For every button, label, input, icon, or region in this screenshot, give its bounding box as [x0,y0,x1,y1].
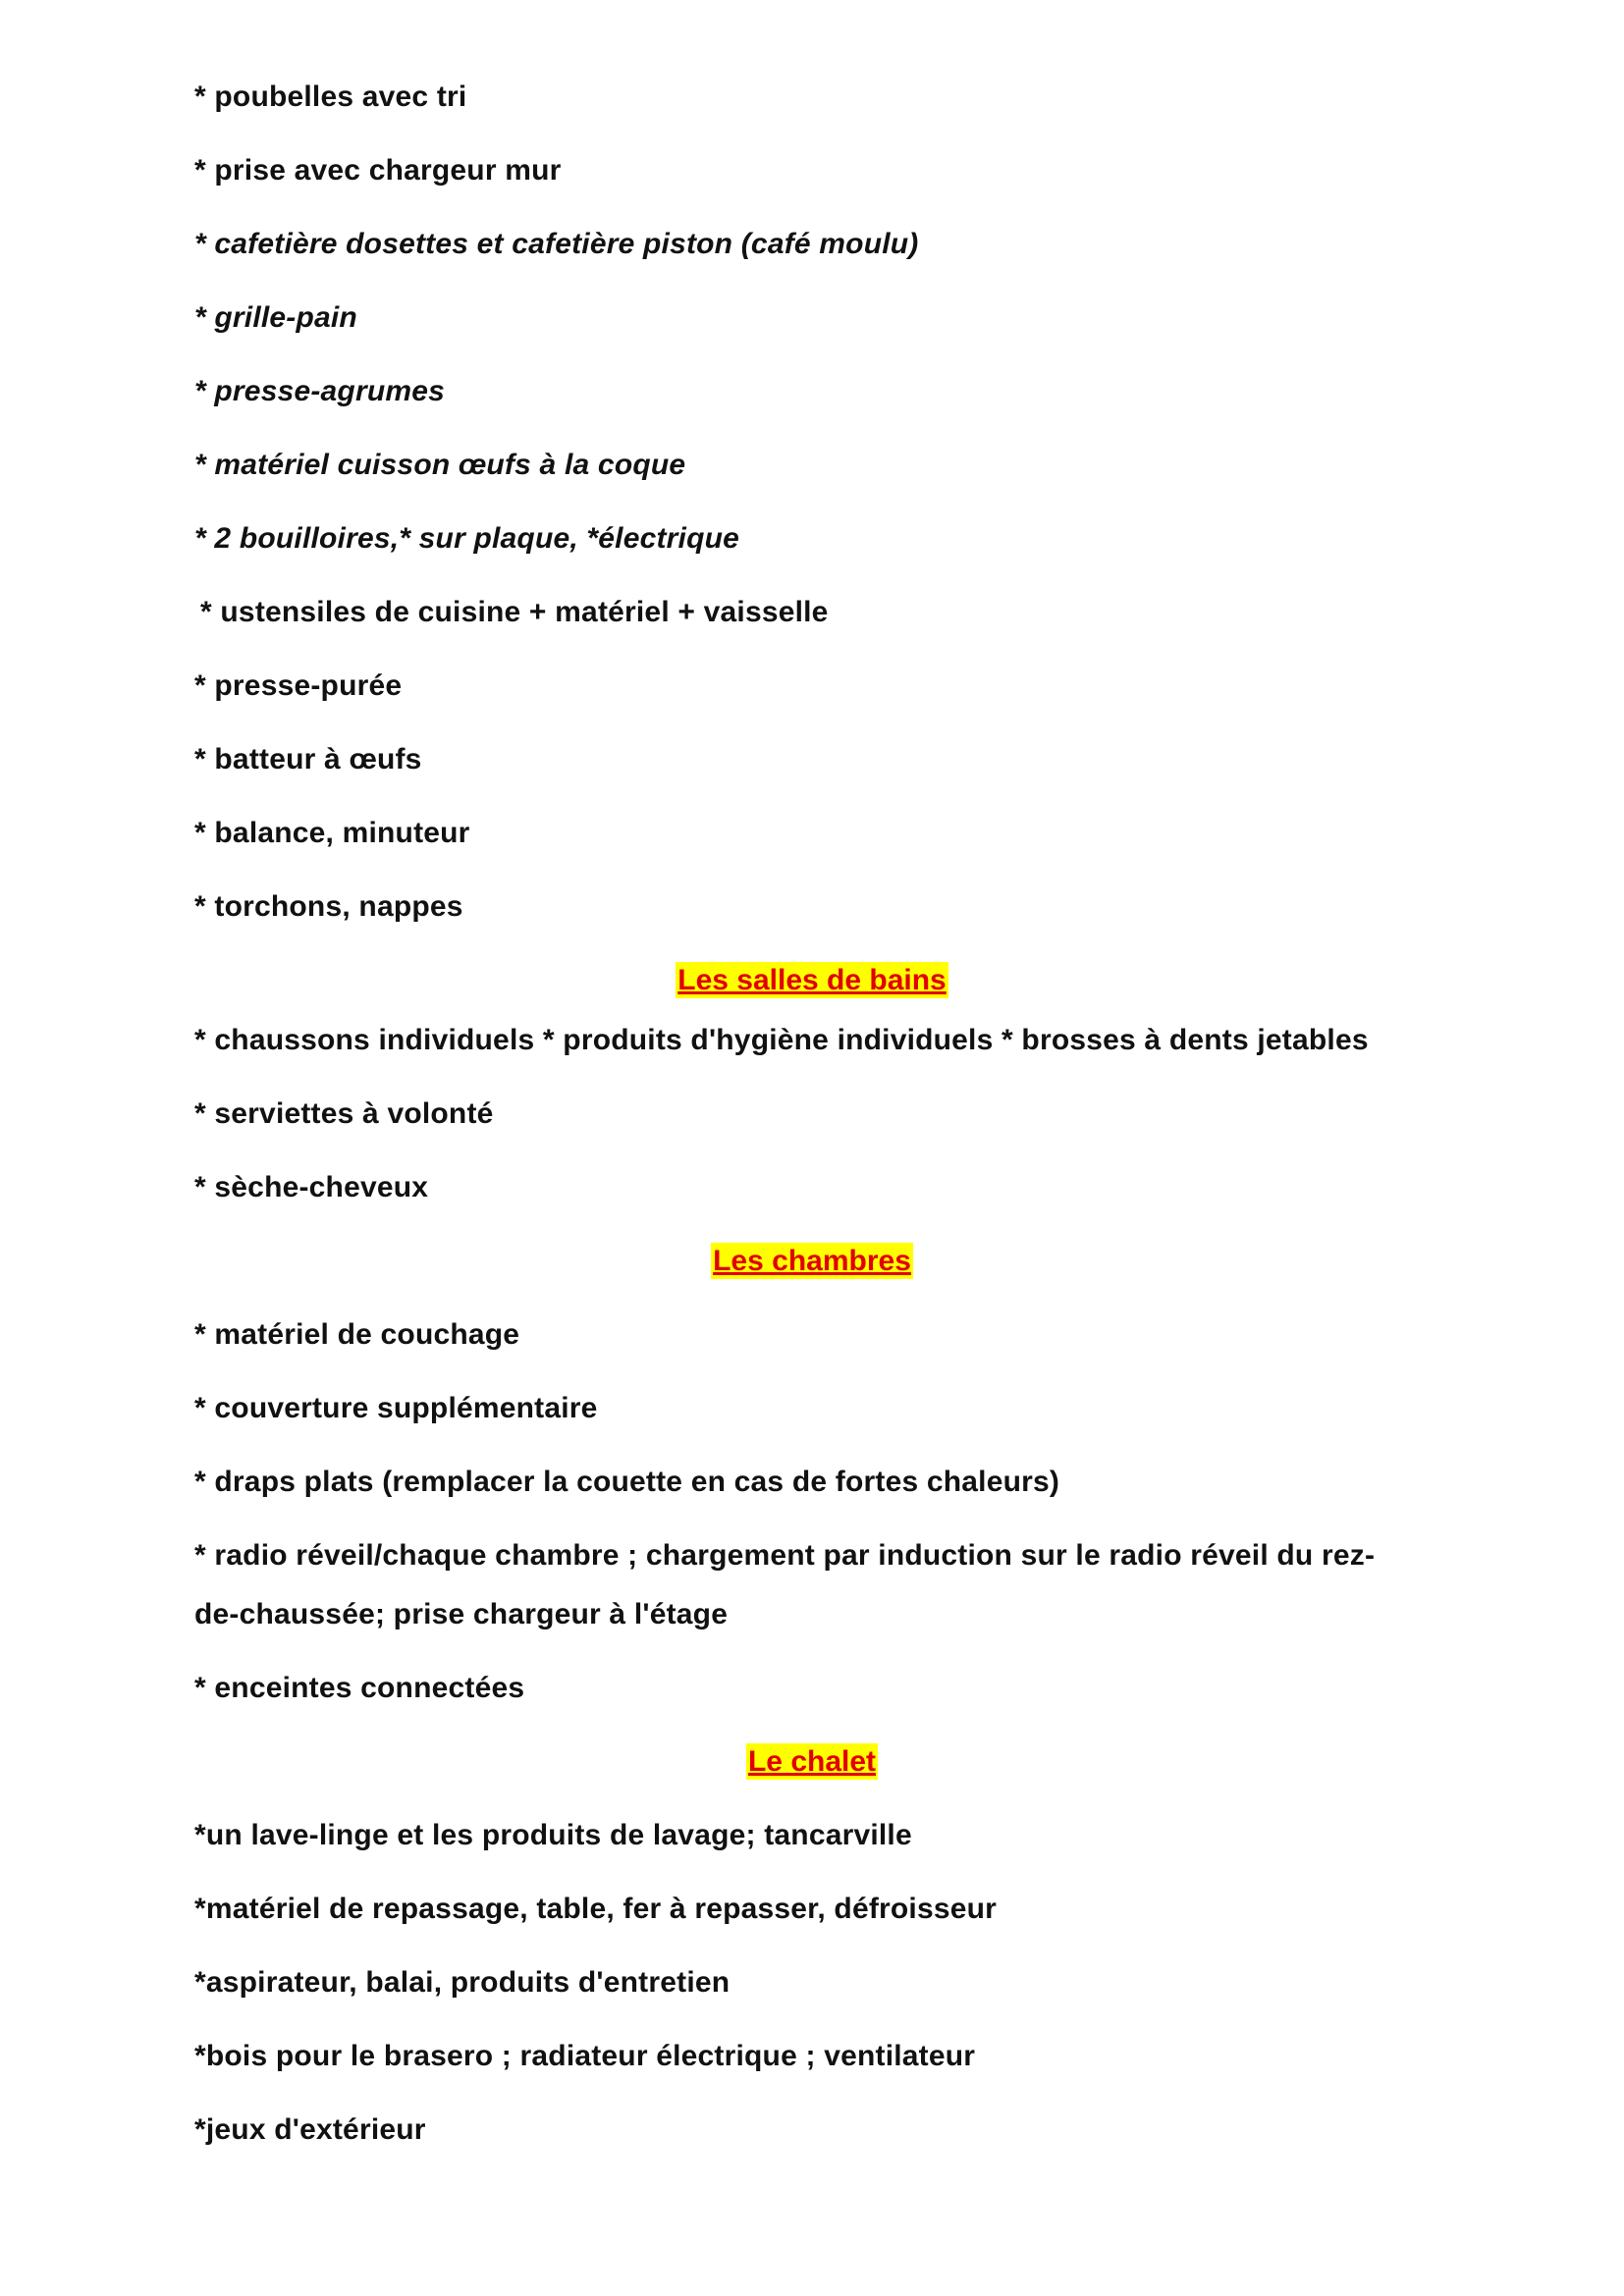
chalet-item: *bois pour le brasero ; radiateur électrique ; ventilateur [194,2040,976,2072]
bedroom-item: * radio réveil/chaque chambre ; chargement par induction sur le radio réveil du rez- [194,1539,1376,1572]
chalet-item: *jeux d'extérieur [194,2113,426,2146]
kitchen-item: * torchons, nappes [194,890,463,923]
bathroom-item: * chaussons individuels * produits d'hygiène individuels * brosses à dents jetables [194,1024,1369,1056]
kitchen-item: * matériel cuisson œufs à la coque [194,449,686,481]
section-heading-chalet [0,1742,1624,1782]
bedroom-item-continued: de-chaussée; prise chargeur à l'étage [194,1598,729,1630]
chalet-item: *matériel de repassage, table, fer à repasser, défroisseur [194,1893,998,1925]
kitchen-item: * prise avec chargeur mur [194,154,562,187]
bathroom-item: * serviettes à volonté [194,1097,494,1130]
section-heading-text: Les chambres [713,1245,911,1277]
kitchen-item: * presse-agrumes [194,375,445,407]
kitchen-item: * 2 bouilloires,* sur plaque, *électrique [194,522,740,555]
section-heading-text: Les salles de bains [677,964,947,996]
chalet-item: *aspirateur, balai, produits d'entretien [194,1966,731,1999]
bedroom-item: * matériel de couchage [194,1318,520,1351]
kitchen-item: * presse-purée [194,669,403,702]
kitchen-item: * cafetière dosettes et cafetière piston (café moulu) [194,228,919,260]
bedroom-item: * draps plats (remplacer la couette en cas de fortes chaleurs) [194,1466,1060,1498]
chalet-item: *un lave-linge et les produits de lavage; tancarville [194,1819,912,1851]
kitchen-item: * batteur à œufs [194,743,422,775]
section-heading-text: Le chalet [747,1745,877,1778]
section-heading-bathrooms [0,961,1624,1000]
bathroom-item: * sèche-cheveux [194,1171,429,1203]
kitchen-item: * poubelles avec tri [194,80,467,113]
kitchen-item: * grille-pain [194,301,357,334]
bedroom-item: * enceintes connectées [194,1672,525,1704]
kitchen-item: * ustensiles de cuisine + matériel + vaisselle [200,596,829,628]
section-heading-bedrooms [0,1242,1624,1281]
kitchen-item: * balance, minuteur [194,817,470,849]
bedroom-item: * couverture supplémentaire [194,1392,598,1424]
